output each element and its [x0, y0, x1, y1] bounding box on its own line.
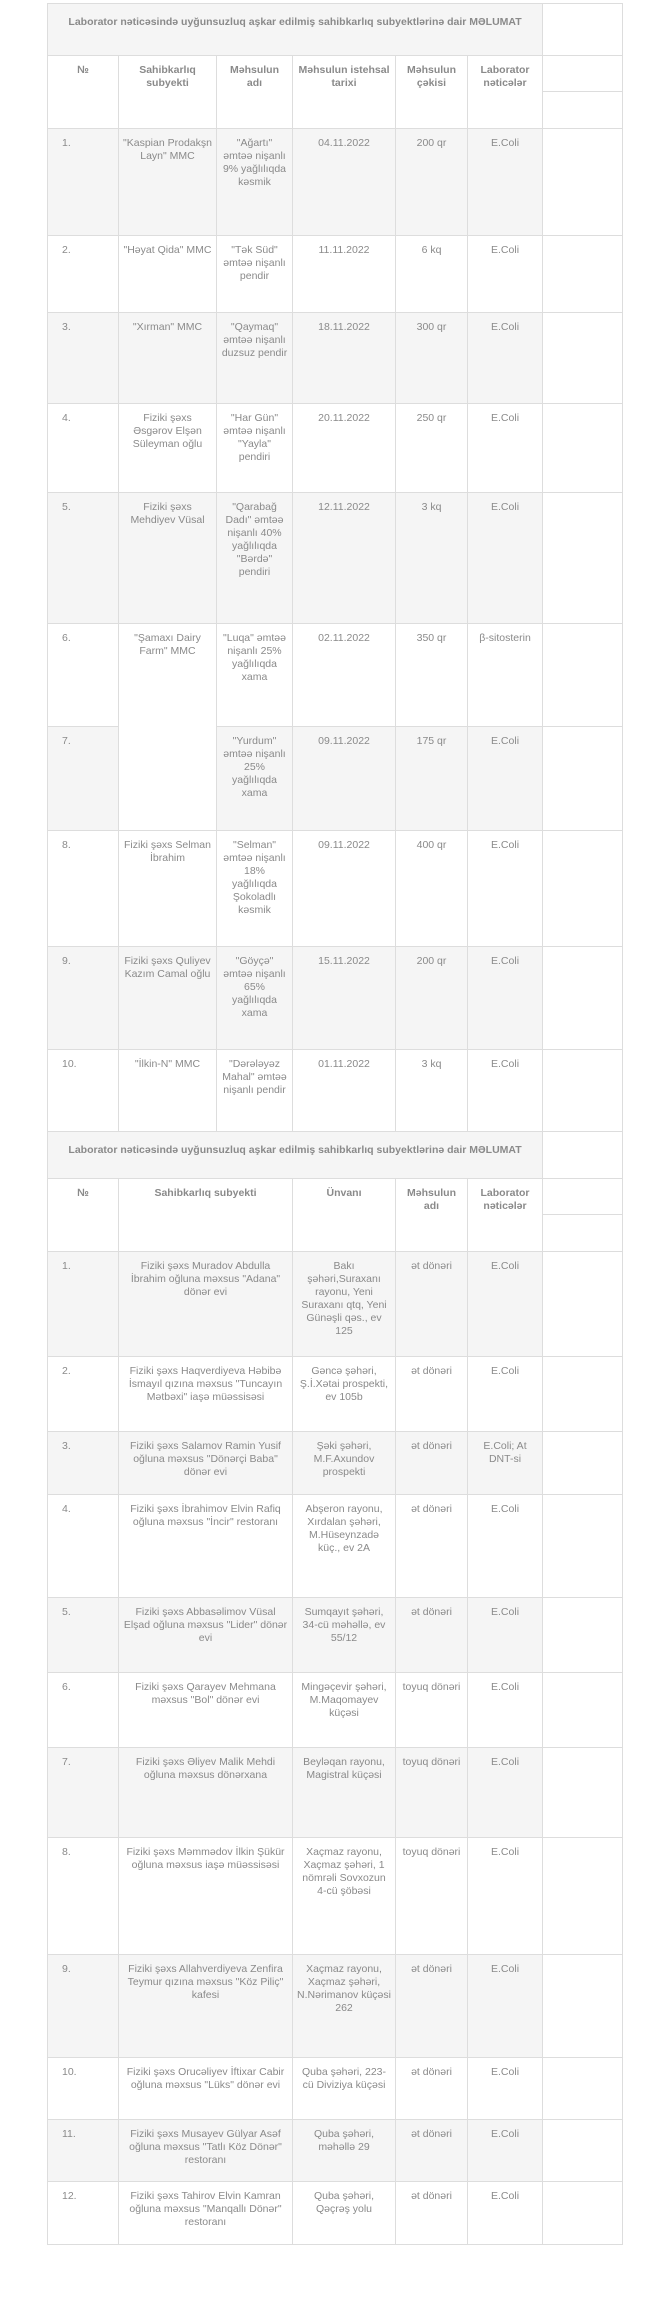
row-address: Mingəçevir şəhəri, M.Maqomayev küçəsi: [293, 1673, 396, 1748]
row-date: 12.11.2022: [293, 493, 396, 624]
row-product: ət dönəri: [396, 2120, 468, 2182]
row-product: ət dönəri: [396, 1495, 468, 1598]
row-subject: Fiziki şəxs İbrahimov Elvin Rafiq oğluna məxsus "İncir" restoranı: [119, 1495, 293, 1598]
row-subject: Fiziki şəxs Əsgərov Elşən Süleyman oğlu: [119, 404, 217, 493]
row-no: 2.: [48, 1357, 119, 1432]
row-weight: 400 qr: [396, 831, 468, 947]
row-address: Bakı şəhəri,Suraxanı rayonu, Yeni Suraxanı qtq, Yeni Günəşli qəs., ev 125: [293, 1252, 396, 1357]
row-subject: Fiziki şəxs Tahirov Elvin Kamran oğluna məxsus "Manqallı Dönər" restoranı: [119, 2182, 293, 2245]
table-row: [48, 1748, 623, 1838]
table1-header-product: Məhsulun adı: [217, 56, 293, 129]
row-spacer: [543, 624, 623, 727]
row-subject: Fiziki şəxs Əliyev Malik Mehdi oğluna məxsus dönərxana: [119, 1748, 293, 1838]
row-product: "Luqa" əmtəə nişanlı 25% yağlılıqda xama: [217, 624, 293, 727]
row-spacer: [543, 1050, 623, 1140]
row-spacer: [543, 2120, 623, 2182]
table1-title: Laborator nəticəsində uyğunsuzluq aşkar edilmiş sahibkarlıq subyektlərinə dair MƏLUMAT: [48, 4, 543, 56]
row-product: "Qarabağ Dadı" əmtəə nişanlı 40% yağlılıqda "Bərdə" pendiri: [217, 493, 293, 624]
row-spacer: [543, 2058, 623, 2120]
row-spacer: [543, 1252, 623, 1357]
row-date: 09.11.2022: [293, 831, 396, 947]
row-result: E.Coli: [468, 1955, 543, 2058]
row-spacer: [543, 1838, 623, 1955]
row-no: 10.: [48, 2058, 119, 2120]
row-no: 9.: [48, 1955, 119, 2058]
row-address: Gəncə şəhəri, Ş.İ.Xətai prospekti, ev 105b: [293, 1357, 396, 1432]
table-row: [48, 236, 623, 313]
row-address: Xaçmaz rayonu, Xaçmaz şəhəri, N.Nərimanov küçəsi 262: [293, 1955, 396, 2058]
row-no: 6.: [48, 1673, 119, 1748]
row-no: 7.: [48, 727, 119, 831]
row-product: "Tək Süd" əmtəə nişanlı pendir: [217, 236, 293, 313]
row-result: E.Coli: [468, 2182, 543, 2245]
row-no: 8.: [48, 1838, 119, 1955]
row-weight: 350 qr: [396, 624, 468, 727]
row-product: ət dönəri: [396, 1955, 468, 2058]
row-date: 20.11.2022: [293, 404, 396, 493]
row-result: E.Coli: [468, 2120, 543, 2182]
table2-header-spacer: [543, 1179, 623, 1215]
row-subject: Fiziki şəxs Haqverdiyeva Həbibə İsmayıl qızına məxsus "Tuncayın Mətbəxi" iaşə müəssisəsi: [119, 1357, 293, 1432]
table2-title-spacer: [543, 1132, 623, 1179]
table2-header-product: Məhsulun adı: [396, 1179, 468, 1252]
table-row: [48, 2058, 623, 2120]
row-result: E.Coli: [468, 1748, 543, 1838]
table-row: [48, 2120, 623, 2182]
row-result: E.Coli: [468, 1252, 543, 1357]
row-spacer: [543, 129, 623, 236]
row-spacer: [543, 1598, 623, 1673]
table1-header-spacer-box: [543, 92, 623, 129]
table2-header-address: Ünvanı: [293, 1179, 396, 1252]
row-result: E.Coli; At DNT-si: [468, 1432, 543, 1495]
row-no: 1.: [48, 1252, 119, 1357]
row-weight: 200 qr: [396, 947, 468, 1050]
row-product: ət dönəri: [396, 1598, 468, 1673]
row-no: 3.: [48, 313, 119, 404]
row-spacer: [543, 727, 623, 831]
row-date: 09.11.2022: [293, 727, 396, 831]
table-row: [48, 493, 623, 624]
row-no: 4.: [48, 1495, 119, 1598]
row-spacer: [543, 1357, 623, 1432]
row-result: E.Coli: [468, 313, 543, 404]
row-product: toyuq dönəri: [396, 1838, 468, 1955]
row-subject: Fiziki şəxs Orucəliyev İftixar Cabir oğluna məxsus "Lüks" dönər evi: [119, 2058, 293, 2120]
row-subject: Fiziki şəxs Quliyev Kazım Camal oğlu: [119, 947, 217, 1050]
row-product: ət dönəri: [396, 2058, 468, 2120]
row-spacer: [543, 1748, 623, 1838]
row-spacer: [543, 313, 623, 404]
table1-header-spacer: [543, 56, 623, 92]
row-weight: 300 qr: [396, 313, 468, 404]
row-subject: Fiziki şəxs Muradov Abdulla İbrahim oğluna məxsus "Adana" dönər evi: [119, 1252, 293, 1357]
row-address: Quba şəhəri, məhəllə 29: [293, 2120, 396, 2182]
row-subject: "Şamaxı Dairy Farm" MMC: [119, 624, 217, 831]
row-result: E.Coli: [468, 1357, 543, 1432]
table1-header-weight: Məhsulun çəkisi: [396, 56, 468, 129]
row-result: E.Coli: [468, 493, 543, 624]
table1-header-subject: Sahibkarlıq subyekti: [119, 56, 217, 129]
row-spacer: [543, 493, 623, 624]
row-result: E.Coli: [468, 1050, 543, 1140]
table-row: [48, 1838, 623, 1955]
row-date: 11.11.2022: [293, 236, 396, 313]
table-row: [48, 1050, 623, 1140]
row-result: E.Coli: [468, 1838, 543, 1955]
table1-header-result: Laborator nəticələr: [468, 56, 543, 129]
table-row: [48, 404, 623, 493]
table-row: [48, 947, 623, 1050]
row-spacer: [543, 1432, 623, 1495]
row-spacer: [543, 1955, 623, 2058]
table-row: [48, 129, 623, 236]
row-result: E.Coli: [468, 236, 543, 313]
row-subject: "Xırman" MMC: [119, 313, 217, 404]
row-product: "Göyçə" əmtəə nişanlı 65% yağlılıqda xama: [217, 947, 293, 1050]
row-product: ət dönəri: [396, 1357, 468, 1432]
row-subject: Fiziki şəxs Məmmədov İlkin Şükür oğluna məxsus iaşə müəssisəsi: [119, 1838, 293, 1955]
table2-header-result: Laborator nəticələr: [468, 1179, 543, 1252]
row-subject: Fiziki şəxs Abbasəlimov Vüsal Elşad oğluna məxsus "Lider" dönər evi: [119, 1598, 293, 1673]
table1-header-date: Məhsulun istehsal tarixi: [293, 56, 396, 129]
row-subject: Fiziki şəxs Allahverdiyeva Zenfira Teymur qızına məxsus "Köz Piliç" kafesi: [119, 1955, 293, 2058]
row-date: 18.11.2022: [293, 313, 396, 404]
row-no: 8.: [48, 831, 119, 947]
table1-title-spacer: [543, 4, 623, 56]
table2-header-subject: Sahibkarlıq subyekti: [119, 1179, 293, 1252]
row-subject: Fiziki şəxs Selman İbrahim: [119, 831, 217, 947]
row-product: ət dönəri: [396, 1252, 468, 1357]
table-row: [48, 831, 623, 947]
row-product: "Qaymaq" əmtəə nişanlı duzsuz pendir: [217, 313, 293, 404]
row-weight: 3 kq: [396, 1050, 468, 1140]
table-row: [48, 1955, 623, 2058]
row-no: 12.: [48, 2182, 119, 2245]
row-no: 9.: [48, 947, 119, 1050]
table-row: [48, 1598, 623, 1673]
row-spacer: [543, 831, 623, 947]
row-no: 4.: [48, 404, 119, 493]
table-row: [48, 1432, 623, 1495]
table-row: [48, 1673, 623, 1748]
row-no: 6.: [48, 624, 119, 727]
row-subject: Fiziki şəxs Mehdiyev Vüsal: [119, 493, 217, 624]
row-result: E.Coli: [468, 947, 543, 1050]
row-weight: 6 kq: [396, 236, 468, 313]
table2-header-no: №: [48, 1179, 119, 1252]
row-date: 04.11.2022: [293, 129, 396, 236]
row-weight: 3 kq: [396, 493, 468, 624]
row-product: "Yurdum" əmtəə nişanlı 25% yağlılıqda xama: [217, 727, 293, 831]
row-no: 7.: [48, 1748, 119, 1838]
row-date: 01.11.2022: [293, 1050, 396, 1140]
table-row: [48, 1495, 623, 1598]
row-date: 02.11.2022: [293, 624, 396, 727]
row-address: Beyləqan rayonu, Magistral küçəsi: [293, 1748, 396, 1838]
row-spacer: [543, 236, 623, 313]
table1-header-no: №: [48, 56, 119, 129]
row-result: E.Coli: [468, 1598, 543, 1673]
row-product: toyuq dönəri: [396, 1748, 468, 1838]
row-product: ət dönəri: [396, 1432, 468, 1495]
row-address: Quba şəhəri, Qəçrəş yolu: [293, 2182, 396, 2245]
row-no: 2.: [48, 236, 119, 313]
row-subject: "Həyat Qida" MMC: [119, 236, 217, 313]
row-address: Quba şəhəri, 223-cü Diviziya küçəsi: [293, 2058, 396, 2120]
row-no: 5.: [48, 1598, 119, 1673]
row-product: ət dönəri: [396, 2182, 468, 2245]
row-product: "Har Gün" əmtəə nişanlı "Yayla" pendiri: [217, 404, 293, 493]
row-result: E.Coli: [468, 2058, 543, 2120]
row-spacer: [543, 2182, 623, 2245]
table-row: [48, 2182, 623, 2245]
row-no: 11.: [48, 2120, 119, 2182]
table-row: [48, 1252, 623, 1357]
row-subject: "İlkin-N" MMC: [119, 1050, 217, 1140]
row-result: E.Coli: [468, 831, 543, 947]
row-weight: 200 qr: [396, 129, 468, 236]
row-result: E.Coli: [468, 404, 543, 493]
row-weight: 175 qr: [396, 727, 468, 831]
row-address: Abşeron rayonu, Xırdalan şəhəri, M.Hüseynzadə küç., ev 2A: [293, 1495, 396, 1598]
row-spacer: [543, 404, 623, 493]
table-establishments: [47, 1131, 623, 2245]
row-date: 15.11.2022: [293, 947, 396, 1050]
table-products: [47, 3, 623, 1140]
row-result: E.Coli: [468, 1495, 543, 1598]
row-subject: Fiziki şəxs Qarayev Mehmana məxsus "Bol" dönər evi: [119, 1673, 293, 1748]
row-result: β-sitosterin: [468, 624, 543, 727]
row-no: 5.: [48, 493, 119, 624]
row-subject: Fiziki şəxs Salamov Ramin Yusif oğluna məxsus "Dönərçi Baba" dönər evi: [119, 1432, 293, 1495]
row-spacer: [543, 1495, 623, 1598]
row-product: "Dərələyəz Mahal" əmtəə nişanlı pendir: [217, 1050, 293, 1140]
row-subject: Fiziki şəxs Musayev Gülyar Asəf oğluna məxsus "Tatlı Köz Dönər" restoranı: [119, 2120, 293, 2182]
table-row: [48, 624, 623, 727]
row-no: 3.: [48, 1432, 119, 1495]
table2-title: Laborator nəticəsində uyğunsuzluq aşkar edilmiş sahibkarlıq subyektlərinə dair MƏLUMAT: [48, 1132, 543, 1179]
row-product: toyuq dönəri: [396, 1673, 468, 1748]
table2-header-spacer-box: [543, 1215, 623, 1252]
row-product: "Ağartı" əmtəə nişanlı 9% yağlılıqda kəsmik: [217, 129, 293, 236]
row-spacer: [543, 1673, 623, 1748]
row-result: E.Coli: [468, 727, 543, 831]
row-product: "Selman" əmtəə nişanlı 18% yağlılıqda Şokoladlı kəsmik: [217, 831, 293, 947]
row-no: 10.: [48, 1050, 119, 1140]
table-row: [48, 1357, 623, 1432]
row-spacer: [543, 947, 623, 1050]
row-subject: "Kaspian Prodakşn Layn" MMC: [119, 129, 217, 236]
row-result: E.Coli: [468, 129, 543, 236]
row-address: Sumqayıt şəhəri, 34-cü məhəllə, ev 55/12: [293, 1598, 396, 1673]
row-address: Xaçmaz rayonu, Xaçmaz şəhəri, 1 nömrəli Sovxozun 4-cü şöbəsi: [293, 1838, 396, 1955]
row-address: Şəki şəhəri, M.F.Axundov prospekti: [293, 1432, 396, 1495]
row-no: 1.: [48, 129, 119, 236]
table-row: [48, 313, 623, 404]
row-weight: 250 qr: [396, 404, 468, 493]
row-result: E.Coli: [468, 1673, 543, 1748]
